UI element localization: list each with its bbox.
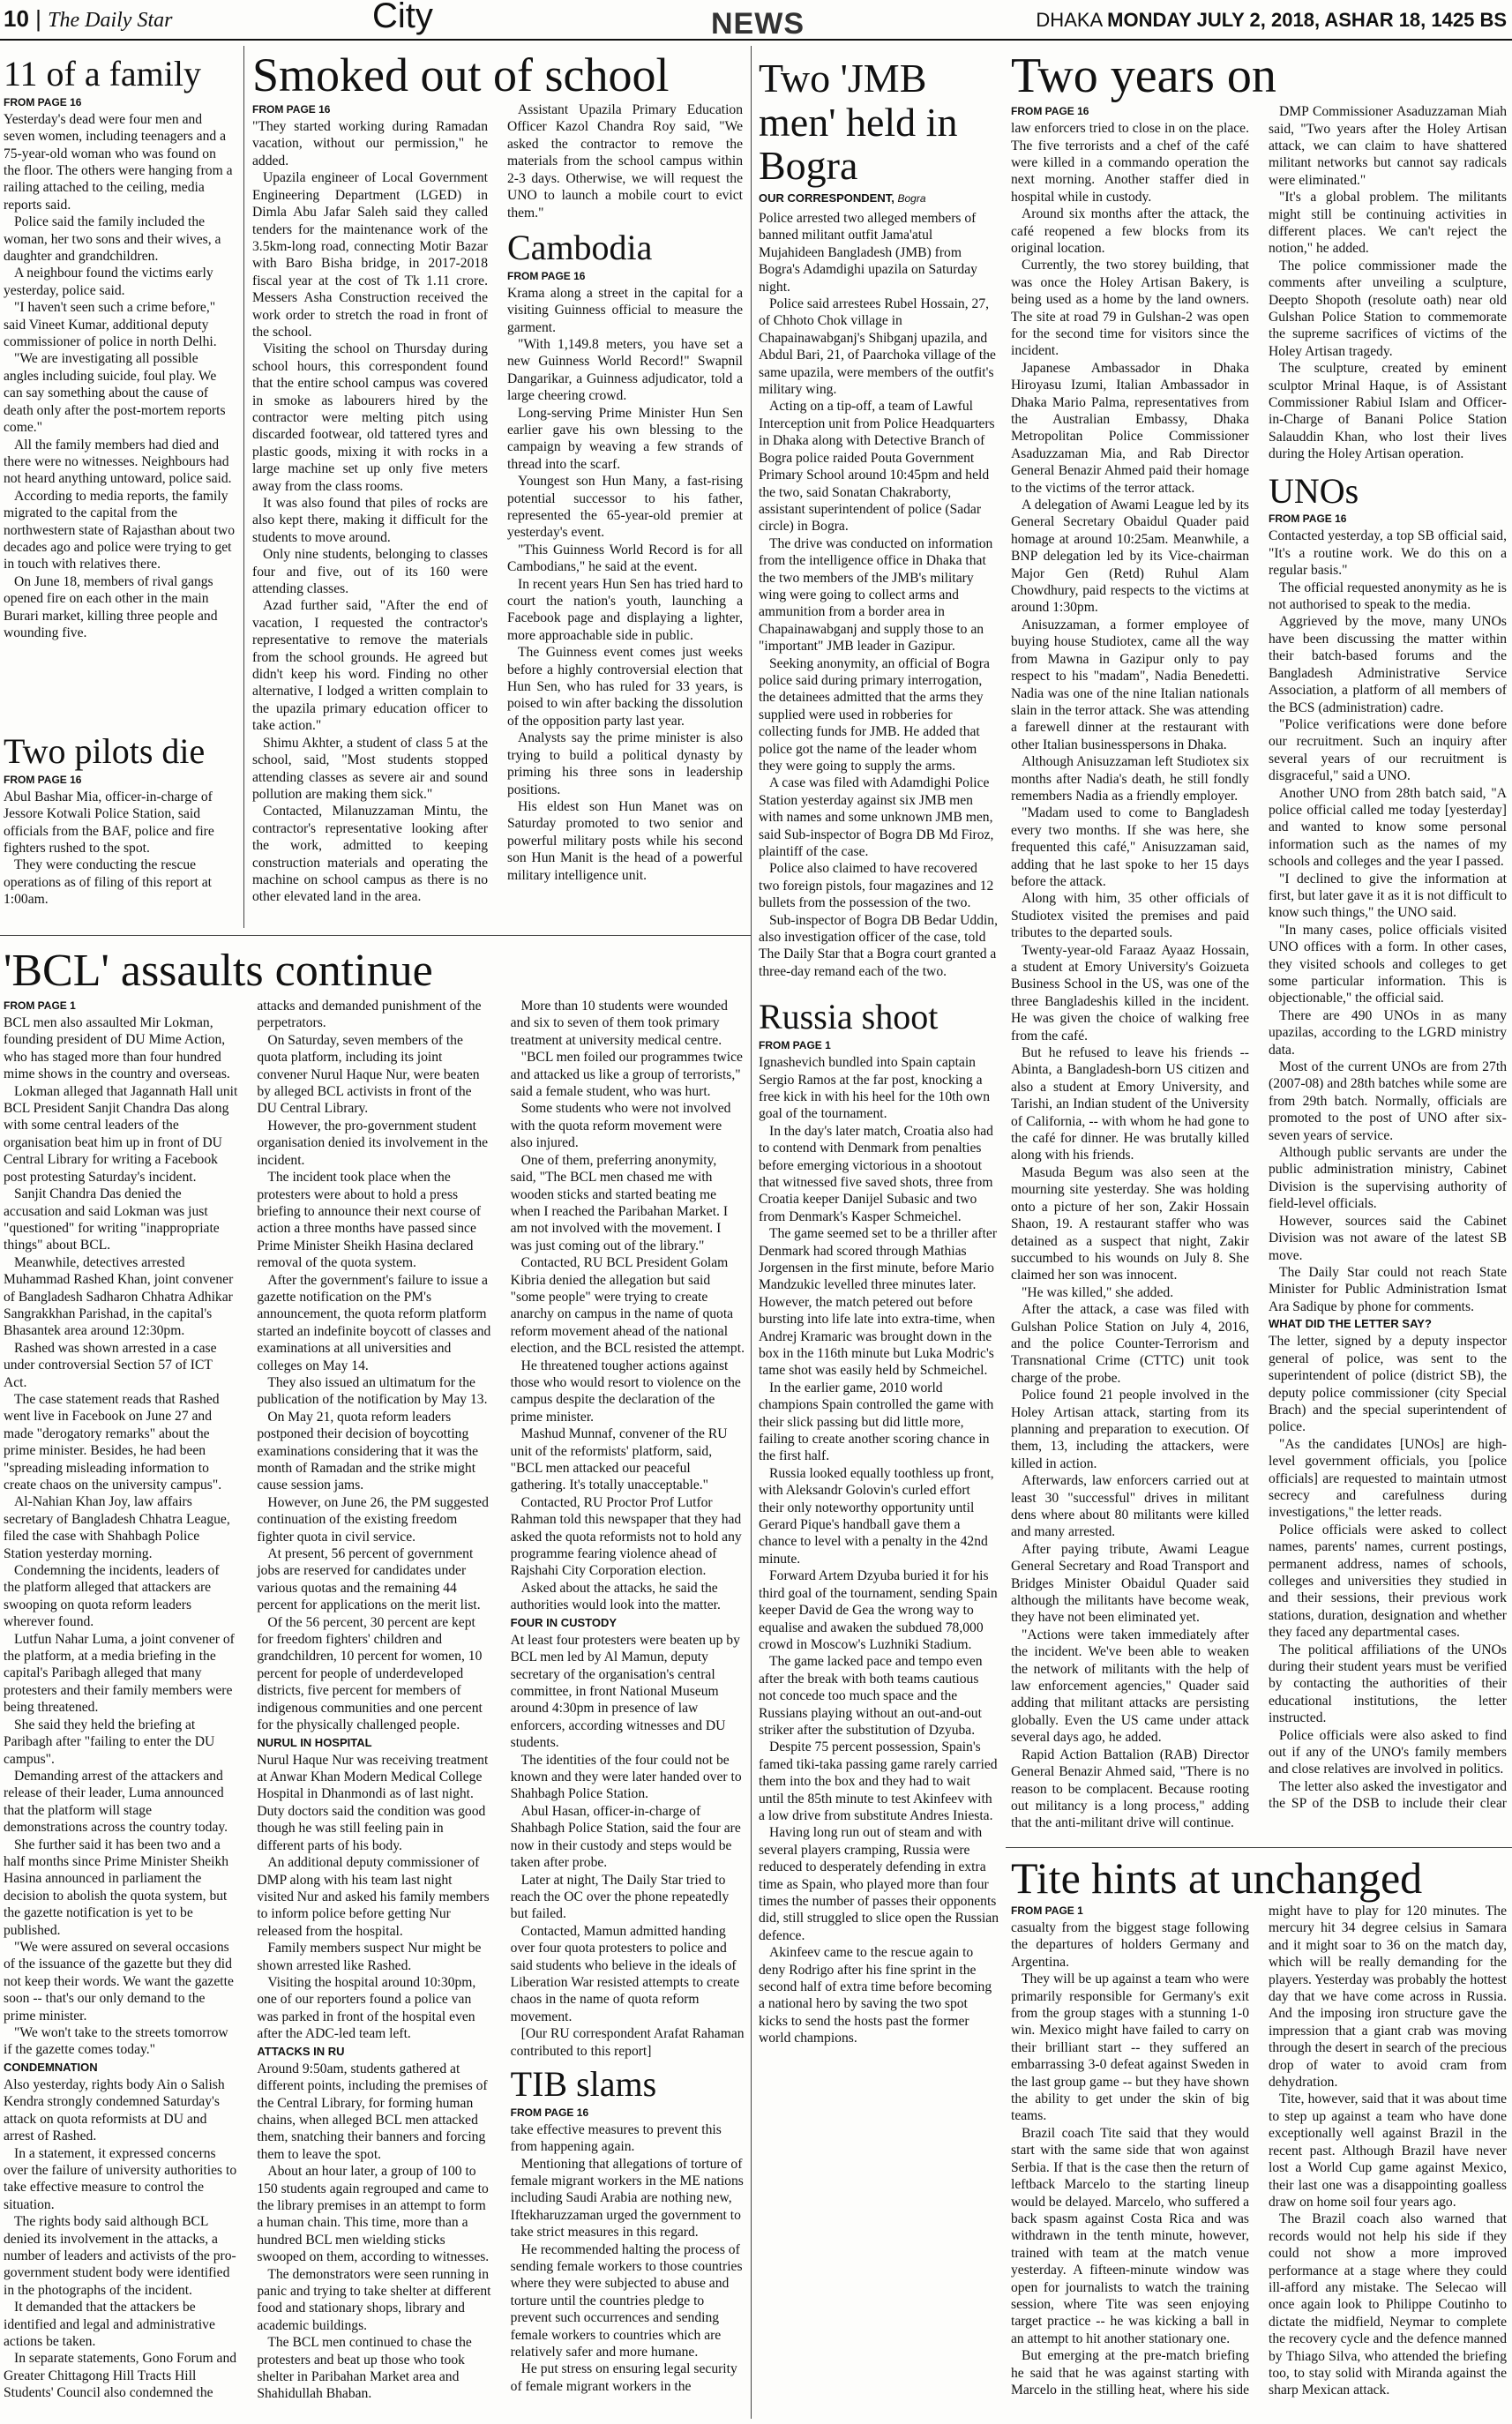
column-rule	[243, 46, 244, 928]
byline: OUR CORRESPONDENT, Bogra	[759, 191, 926, 206]
unos-body: Contacted yesterday, a top SB official said, "It's a routine work. We do this on a regular basis." The official requested anonymity as he is not authorised to speak to the media. Aggrieved by the move, many UNOs have been discussing the matter within their batch-based forums and the Bangladesh Administrative Service Association, a platform of all members of the BCS (administration) cadre. "Police verifications were done before our recruitment. Such an inquiry after several years of our recruitment is disgraceful," said a UNO. Another UNO from 28th batch said, "A police official called me today [yesterday] and wanted to know some personal information such as the names of my schools and colleges and the year I passed. "I declined to give the information at first, but later gave it as it is not difficult to know such things," the UNO said. "In many cases, police officials visited UNO offices with a form. In other cases, they visited schools and colleges to get some particular information. This is objectionable," the official said. There are 490 UNOs in as many upazilas, according to the LGRD ministry data. Most of the current UNOs are from 27th (2007-08) and 28th batches while some are from 29th batch. Normally, officials are promoted to the post of UNO after six-seven years of service. Although public servants are under the public administration ministry, Cabinet Division is the supervising authority of field-level officials. However, sources said the Cabinet Division was not aware of the latest SB move. The Daily Star could not reach State Minister for Public Administration Ismat Ara Sadique by phone for comments. WHAT DID THE LETTER SAY? The letter, signed by a deputy inspector general of police, was sent to the superintendent of police (district SB), the deputy police commissioner (city Special Brach) and the special superintendent of police. "As the candidates [UNOs] are high-level government officials, you [police officials] are requested to maintain utmost secrecy and carefulness during investigations," the letter reads. Police officials were asked to collect names, parents' names, current postings, permanent address, names of schools, colleges and universities they studied in and their sessions, their previous work stations, duration, designation and whether they faced any departmental cases. The political affiliations of the UNOs during their student years must be verified by contacting the authorities of their educational institutions, the letter instructed. Police officials were also asked to find out if any of the UNO's family members and close relatives are involved in politics. The letter also asked the investigator and the SP of the DSB to include their clear	[1269, 528, 1507, 1812]
page-header	[0, 0, 1512, 41]
section-rule	[0, 935, 751, 936]
section-name: City	[372, 0, 433, 35]
headline: Two years on	[1011, 51, 1276, 103]
article-columns	[252, 101, 743, 917]
article-body: casualty from the biggest stage following the departures of holders Germany and Argentina. They will be up against a team who were primarily responsible for Germany's exit from the group stages with a stunning 1-0 win. Mexico might have failed to carry on their brilliant start -- they suffered an embarrassing 3-0 defeat against Sweden in the last group game -- but they have shown the ability to get under the skin of big teams. Brazil coach Tite said that they would start with the same side that won against Serbia. If that is the case then the return of leftback Marcelo to the starting lineup would be delayed. Marcelo, who suffered a back spasm against Costa Rica and was withdrawn in the tenth minute, however, trained with team at the match venue yesterday. A fifteen-minute window was open for journalists to watch the training session, where Tite was seen enjoying target practice -- he was kicking a ball in an attempt to hit another stationary one. But emerging at the pre-match briefing he said that he was against starting with Marcelo in the stilling heat, where his side might have to play for 120 minutes. The mercury hit 34 degree celsius in Samara and it might soar to 36 on the match day, which will be really demanding for the players. Yesterday was probably the hottest day that we have come across in Russia. And the imposing iron structure gave the impression that a giant crab was moving through the desert in search of the precious drop of water to avoid cram from dehydration. Tite, however, said that it was about time to step up against a team who have done exceptionally well against Brazil in the recent past. Although Brazil have never lost a World Cup game against Mexico, their last one was a disappointing goalless draw on home soil four years ago. The Brazil coach also warned that records would not help his side if they could not show a more improved performance at a stage where they could ill-afford any mistake. The Selecao will once again look to Philippe Coutinho to dictate the midfield, Neymar to complete the recovery cycle and the defence manned by Thiago Silva, who attended the briefing too, to stay solid with Miranda against the sharp Mexican attack.	[1011, 1904, 1507, 2398]
article-eleven-of-a-family	[4, 56, 235, 739]
subhead-attacks-in-ru: ATTACKS IN RU	[257, 2044, 345, 2058]
article-body: Police arrested two alleged members of banned militant outfit Jama'atul Mujahideen Bangladesh (JMB) from Bogra's Adamdighi upazila on Saturday night. Police said arrestees Rubel Hossain, 27, of Chhoto Chok village in Chapainawabganj's Shibganj upazila, and Abdul Bari, 21, of Paarchoka village of the same upazila, were members of the outfit's military wing. Acting on a tip-off, a team of Lawful Interception unit from Police Headquarters in Dhaka along with Detective Branch of Bogra police raided Pouta Government Primary School around 10:45pm and held the two, said Sonatan Chakraborty, assistant superintendent of police (Sadar circle) in Bogra. The drive was conducted on information from the intelligence office in Dhaka that the two members of the JMB's military wing were going to collect arms and ammunition from a border area in Chapainawabganj and supply those to an "important" JMB leader in Gazipur. Seeking anonymity, an official of Bogra police said during primary interrogation, the detainees admitted that the arms they supplied were used in robberies for collecting funds for JMB. He added that police got the name of the leader whom they were going to supply the arms. A case was filed with Adamdighi Police Station yesterday against six JMB men with names and some unknown JMB men, said Sub-inspector of Bogra DB Md Firoz, plaintiff of the case. Police also claimed to have recovered two foreign pistols, four magazines and 12 bullets from the possession of the two. Sub-inspector of Bogra DB Bedar Uddin, also investigation officer of the case, told The Daily Star that a Bogra court granted a three-day remand each of the two.	[759, 211, 998, 979]
headline: Tite hints at unchanged	[1011, 1856, 1423, 1903]
headline-tib-slams: TIB slams	[510, 2063, 657, 2104]
column-rule	[751, 46, 752, 2419]
headline: 'BCL' assaults continue	[4, 947, 433, 996]
kicker: FROM PAGE 16	[510, 2106, 589, 2119]
headline: Smoked out of school	[252, 51, 670, 101]
article-body: "They started working during Ramadan vacation, without our permission," he added. Upazila engineer of Local Government Engineering Department (LGED) in Dimla Abu Jafar Saleh said they called tenders for the maintenance work of the 3.5km-long road, connecting Motir Bazar with Baro Bisha bridge, in 2017-2018 fiscal year at the cost of Tk 1.11 crore. Messers Asha Construction received the work order to stretch the road in front of the school. Visiting the school on Thursday during school hours, this correspondent found that the entire school campus was covered in smoke as labourers hired by the contractor were melting pitch using discarded footwear, old tattered tyres and plastic goods, mixing it with rocks in a large machine set up only five meters away from the class rooms. It was also found that piles of rocks are also kept there, making it difficult for the students to move around. Only nine students, belonging to classes four and five, out of its 160 were attending classes. Azad further said, "After the end of vacation, I requested the contractor's representative to remove the materials from the school grounds. He agreed but didn't keep his word. Finding no other alternative, I lodged a written complain to the upazila primary education officer to take action." Shimu Akhter, a student of class 5 at the school, said, "Most students stopped attending classes as severe air and sound pollution are making them sick." Contacted, Milanuzzaman Mintu, the contractor's representative looking after the work, admitted to keeping construction materials and operating the machine on school campus as there is no other elevated land in the area. Assistant Upazila Primary Education Officer Kazol Chandra Roy said, "We asked the contractor to remove the materials from the school campus within 2-3 days. Otherwise, we will request the UNO to launch a mobile court to evict them."	[252, 102, 743, 905]
headline: 11 of a family	[4, 56, 202, 94]
article-body: Yesterday's dead were four men and seven women, including teenagers and a 75-year-old woman who was found on the floor. The others were hanging from a railing attached to the ceiling, media reports said. Police said the family included the woman, her two sons and their wives, a daughter and grandchildren. A neighbour found the victims early yesterday, police said. "I haven't seen such a crime before," said Vineet Kumar, additional deputy commissioner of police in north Delhi. "We are investigating all possible angles including suicide, foul play. We can say something about the cause of death only after the post-mortem reports come." All the family members had died and there were no witnesses. Neighbours had not heard anything untoward, police said. According to media reports, the family migrated to the capital from the northwestern state of Rajasthan about two decades ago and police were trying to get in touch with relatives there. On June 18, members of rival gangs opened fire on each other in the main Burari market, killing three people and wounding five.	[4, 111, 235, 640]
kicker: FROM PAGE 16	[252, 103, 331, 116]
article-two-jmb-men-held	[759, 56, 999, 980]
article-two-pilots-die	[4, 734, 235, 930]
kicker: FROM PAGE 1	[759, 1039, 831, 1052]
article-bcl-assaults-continue	[4, 947, 745, 2420]
article-columns	[4, 998, 745, 2409]
article-columns	[1011, 1903, 1507, 2413]
headline: Russia shoot	[759, 997, 939, 1037]
article-body: Ignashevich bundled into Spain captain Sergio Ramos at the far post, knocking a free kick in with his heel for the 10th own goal of the tournament. In the day's later match, Croatia also had to contend with Denmark from penalties before emerging victorious in a shootout that witnessed five saved shots, three from Croatia keeper Danijel Subasic and two from Denmark's Kasper Schmeichel. The game seemed set to be a thriller after Denmark had scored through Mathias Jorgensen in the first minute, before Mario Mandzukic levelled three minutes later. However, the match petered out before bursting into life late into extra-time, when Andrej Kramaric was brought down in the box in the 116th minute but Luka Modric's tame shot was easily held by Schmeichel. In the earlier game, 2010 world champions Spain controlled the game with their slick passing but did little more, failing to create another scoring chance in the first half. Russia looked equally toothless up front, with Aleksandr Golovin's curled effort their only noteworthy opportunity until Gerard Pique's handball gave them a chance to level with a penalty in the 42nd minute. Forward Artem Dzyuba buried it for his third goal of the tournament, sending Spain keeper David de Gea the wrong way to equalise and awaken the subdued 78,000 crowd in Moscow's Luzhniki Stadium. The game lacked pace and tempo even after the break with both teams cautious not concede too much space and the Russians playing without an out-and-out striker after the substitution of Dzyuba. Despite 75 percent possession, Spain's famed tiki-taka passing game rarely carried them into the box and they had to wait until the 85th minute to test Akinfeev with a low drive from substitute Andres Iniesta. Having long run out of steam and with several players cramping, Russia were reduced to desperately defending in extra time as Spain, who played more than four times the number of passes their opponents did, still struggled to slice open the Russian defence. Akinfeev came to the rescue again to deny Rodrigo after his fine sprint in the second half of extra time before becoming a national hero by saving the two spot kicks to send the hosts past the former world champions.	[759, 1055, 999, 2046]
article-smoked-out-of-school	[252, 51, 743, 930]
kicker: FROM PAGE 16	[4, 95, 82, 108]
kicker: FROM PAGE 1	[1011, 1904, 1083, 1917]
subhead-condemnation: CONDEMNATION	[4, 2060, 98, 2074]
category-name: NEWS	[711, 7, 805, 41]
headline: Two pilots die	[4, 734, 206, 771]
kicker: FROM PAGE 16	[4, 773, 82, 786]
headline-cambodia: Cambodia	[507, 227, 653, 267]
cambodia-body: Krama along a street in the capital for a visiting Guinness official to measure the garment. "With 1,149.8 meters, you have set a new Guinness World Record!" Swapnil Dangarikar, a Guinness adjudicator, told a large cheering crowd. Long-serving Prime Minister Hun Sen earlier gave his own blessing to the campaign by weaving a few strands of thread into the scarf. Youngest son Hun Many, a fast-rising potential successor to his father, represented the 65-year-old premier at yesterday's event. "This Guinness World Record is for all Cambodians," he said at the event. In recent years Hun Sen has tried hard to court the nation's youth, launching a Facebook page and displaying a lighter, more approachable side in public. The Guinness event comes just weeks before a highly controversial election that Hun Sen, who has ruled for 33 years, is poised to win after backing the dissolution of the opposition party last year. Analysts say the prime minister is also trying to build a political dynasty by priming his three sons in leadership positions. His eldest son Hun Manet was on Saturday promoted to two senior and powerful military posts while his second son Hun Manit is the head of a powerful military intelligence unit.	[507, 285, 743, 883]
article-tite-hints-at-unchanged	[1011, 1856, 1507, 2420]
article-two-years-on	[1011, 51, 1507, 1842]
article-russia-shoot	[759, 999, 999, 2046]
subhead-four-in-custody: FOUR IN CUSTODY	[510, 1615, 618, 1629]
kicker: FROM PAGE 1	[4, 999, 76, 1013]
page-number-and-masthead: 10 | The Daily Star	[4, 5, 173, 32]
article-body: Abul Bashar Mia, officer-in-charge of Jessore Kotwali Police Station, said officials from the BAF, police and fire fighters rushed to the spot. They were conducting the rescue operations as of filing of this report at 1:00am.	[4, 789, 214, 908]
article-column-jmb-russia	[759, 56, 999, 2420]
kicker: FROM PAGE 16	[1011, 105, 1089, 118]
masthead-logo: The Daily Star	[48, 9, 173, 32]
article-body: BCL men also assaulted Mir Lokman, founding president of DU Mime Action, who has staged more than four hundred mime shows in the country and overseas. Lokman alleged that Jagannath Hall unit BCL President Sanjit Chandra Das along with some central leaders of the organisation beat him up in front of DU Central Library for writing a Facebook post protesting Saturday's incident. Sanjit Chandra Das denied the accusation and said Lokman was just "questioned" for writing "inappropriate things" about BCL. Meanwhile, detectives arrested Muhammad Rashed Khan, joint convener of Bangladesh Sadharon Chhatra Adhikar Sangrakkhan Parishad, in the capital's Bhasantek area around 12:30pm. Rashed was shown arrested in a case under controversial Section 57 of ICT Act. The case statement reads that Rashed went live in Facebook on June 27 and made "derogatory remarks" about the prime minister. Besides, he had been "spreading misleading information to create chaos on the university campus". Al-Nahian Khan Joy, law affairs secretary of Bangladesh Chhatra League, filed the case with Shahbagh Police Station yesterday morning. Condemning the incidents, leaders of the platform alleged that attackers are swooping on quota reform leaders wherever found. Lutfun Nahar Luma, a joint convener of the platform, at a media briefing in the capital's Paribagh alleged that many protesters and their family members were being threatened. She said they held the briefing at Paribagh after "failing to enter the DU campus". Demanding arrest of the attackers and release of their leader, Luma announced that the platform will stage demonstrations across the country today. She further said it has been two and a half months since Prime Minister Sheikh Hasina announced in parliament the decision to abolish the quota system, but the gazette notification is yet to be published. "We were assured on several occasions of the issuance of the gazette but they did not keep their words. We want the gazette soon -- that's our only demand to the prime minister. "We won't take to the streets tomorrow if the gazette comes today." CONDEMNATION Also yesterday, rights body Ain o Salish Kendra strongly condemned Saturday's attack on quota reformists at DU and arrest of Rashed. In a statement, it expressed concerns over the failure of university authorities to take effective measure to control the situation. The rights body said although BCL denied its involvement in the attacks, a number of leaders and activists of the pro-government student body were identified in the photographs of the incident. It demanded that the attackers be identified and legal and administrative actions be taken. In separate statements, Gono Forum and Greater Chittagong Hill Tracts Hill Students' Council also condemned the attacks and demanded punishment of the perpetrators. On Saturday, seven members of the quota platform, including its joint convener Nurul Haque Nur, were beaten by alleged BCL activists in front of the DU Central Library. However, the pro-government student organisation denied its involvement in the incident. The incident took place when the protesters were about to hold a press briefing to announce their next course of action a three months have passed since Prime Minister Sheikh Hasina declared removal of the quota system. After the government's failure to issue a gazette notification on the PM's announcement, the quota reform platform started an indefinite boycott of classes and examinations at all universities and colleges on May 14. They also issued an ultimatum for the publication of the notification by May 13. On May 21, quota reform leaders postponed their decision of boycotting examinations considering that it was the month of Ramadan and the strike might cause session jams. However, on June 26, the PM suggested continuation of the existing freedom fighter quota in civil service. At present, 56 percent of government jobs are reserved for candidates under various quotas and the remaining 44 percent for applications on the merit list. Of the 56 percent, 30 percent are kept for freedom fighters' children and grandchildren, 10 percent for women, 10 percent for people of underdeveloped districts, five percent for members of indigenous communities and one percent for the physically challenged people. NURUL IN HOSPITAL Nurul Haque Nur was receiving treatment at Anwar Khan Modern Medical College Hospital in Dhanmondi as of last night. Duty doctors said the condition was good though he was still feeling pain in different parts of his body. An additional deputy commissioner of DMP along with his team last night visited Nur and asked his family members to inform police before getting Nur released from the hospital. Family members suspect Nur might be shown arrested like Rashed. Visiting the hospital around 10:30pm, one of our reporters found a police van was parked in front of the hospital even after the ADC-led team left. ATTACKS IN RU Around 9:50am, students gathered at different points, including the premises of the Central Library, for forming human chains, when alleged BCL men attacked them, snatching their banners and forcing them to leave the spot. About an hour later, a group of 100 to 150 students again regrouped and came to the library premises in an attempt to form a human chain. This time, more than a hundred BCL men wielding sticks swooped on them, according to witnesses. The demonstrators were seen running in panic and trying to take shelter at different food and stationary shops, library and academic buildings. The BCL men continued to chase the protesters and beat up those who took shelter in Paribahan Market area and Shahidullah Bhaban. More than 10 students were wounded and six to seven of them took primary treatment at university medical centre. "BCL men foiled our programmes twice and attacked us like a group of terrorists," said a female student, who was hurt. Some students who were not involved with the quota reform movement were also injured. One of them, preferring anonymity, said, "The BCL men chased me with wooden sticks and started beating me when I reached the Paribahan Market. I am not involved with the movement. I was just coming out of the library." Contacted, RU BCL President Golam Kibria denied the allegation but said "some people" were trying to create anarchy on campus in the name of quota reform movement ahead of the national election, and the BCL resisted the attempt. He threatened tougher actions against those who would resort to violence on the campus despite the declaration of the prime minister. Mashud Munnaf, convener of the RU unit of the reformists' platform, said, "BCL men attacked our peaceful gathering. It's totally unacceptable." Contacted, RU Proctor Prof Lutfor Rahman told this newspaper that they had asked the quota reformists not to hold any programme fearing violence ahead of Rajshahi City Corporation election. Asked about the attacks, he said the authorities would look into the matter. FOUR IN CUSTODY At least four protesters were beaten up by BCL men led by Al Mamun, deputy secretary of the organisation's central committee, in front National Museum around 4:30pm in presence of law enforcers, according witnesses and DU students. The identities of the four could not be known and they were later handed over to Shahbagh Police Station. Abul Hasan, officer-in-charge of Shahbagh Police Station, said the four are now in their custody and steps would be taken after probe. Later at night, The Daily Star tried to reach the OC over the phone repeatedly but failed. Contacted, Mamun admitted handing over four quota protesters to police and said students who believe in the ideals of Liberation War resisted attempts to create chaos in the name of quota reform movement. [Our RU correspondent Arafat Rahaman contributed to this report]	[4, 999, 745, 2402]
issue-date: DHAKA MONDAY JULY 2, 2018, ASHAR 18, 1425 BS	[1036, 9, 1507, 31]
kicker: FROM PAGE 16	[507, 269, 586, 282]
page-number: 10	[4, 5, 29, 32]
headline: Two 'JMB men' held in Bogra	[759, 56, 958, 189]
tib-body: take effective measures to prevent this from happening again. Mentioning that allegations of torture of female migrant workers in the ME nations including Saudi Arabia are nothing new, Iftekharuzzaman urged the government to take strict measures in this regard. He recommended halting the process of sending female workers to those countries where they were subjected to abuse and torture until the countries pledge to prevent such occurrences and sending female workers to countries which are relatively safer and more humane. He put stress on ensuring legal security of female migrant workers in the	[510, 2121, 744, 2394]
article-columns	[1011, 103, 1507, 1832]
article-body: law enforcers tried to close in on the place. The five terrorists and a chef of the café were killed in a commando operation the next morning. Another staffer died in hospital while in custody. Around six months after the attack, the café reopened a few blocks from its original location. Currently, the two storey building, that was once the Holey Artisan Bakery, is being used as a home by the land owners. The site at road 79 in Gulshan-2 was open for the second time for visitors since the incident. Japanese Ambassador in Dhaka Hiroyasu Izumi, Italian Ambassador in Dhaka Mario Palma, representatives from the Australian Embassy, Dhaka Metropolitan Police Commissioner Asaduzzaman Mia, and Rab Director General Benazir Ahmed paid their homage to the victims of the terror attack. A delegation of Awami League led by its General Secretary Obaidul Quader paid homage at around 10:25am. Meanwhile, a BNP delegation led by its Vice-chairman Major Gen (Retd) Ruhul Alam Chowdhury, paid respects to the victims at around 1:30pm. Anisuzzaman, a former employee of buying house Studiotex, came all the way from Mawna in Gazipur only to pay respect to his "madam", Nadia Benedetti. Nadia was one of the nine Italian nationals slain in the terror attack. She was attending a farewell dinner at the restaurant with other Italian businesspersons in Dhaka. Although Anisuzzaman left Studiotex six months after Nadia's death, he still fondly remembers Nadia as a friendly employer. "Madam used to come to Bangladesh every two months. If she was here, she frequented this café," Anisuzzaman said, adding that he last spoke to her 15 days before the attack. Along with him, 35 other officials of Studiotex visited the premises and paid tributes to the departed souls. Twenty-year-old Faraaz Ayaaz Hossain, a student at Emory University's Goizueta Business School in the US, was one of the three Bangladeshis killed in the incident. He was given the choice of walking free from the café. But he refused to leave his friends -- Abinta, a Bangladesh-born US citizen and also a student at Emory University, and Tarishi, an Indian student of the University of California, -- with whom he had gone to the café for dinner. He was brutally killed along with his friends. Masuda Begum was also seen at the mourning site yesterday. She was holding onto a picture of her son, Zakir Hossain Shaon, 19. A restaurant staffer who was detained as a suspect that night, Zakir succumbed to his wounds on July 8. She claimed her son was innocent. "He was killed," she added. After the attack, a case was filed with Gulshan Police Station on July 4, 2016, and the police Counter-Terrorism and Transnational Crime (CTTC) unit took charge of the probe. Police found 21 people involved in the Holey Artisan attack, starting from its planning and preparation to execution. Of them, 13, including the attackers, were killed in action. Afterwards, law enforcers carried out at least 30 "successful" drives in militant dens where about 80 militants were killed and many arrested. After paying tribute, Awami League General Secretary and Road Transport and Bridges Minister Obaidul Quader said although the militants have become weak, they have not been eliminated yet. "Actions were taken immediately after the incident. We've been able to weaken the network of militants with the help of law enforcement agencies," Quader said adding that militant attacks are persisting globally. Even the US came under attack several days ago, he added. Rapid Action Battalion (RAB) Director General Benazir Ahmed said, "There is no reason to be complacent. Because rooting out militancy is a long process," adding that the anti-militant drive will continue. DMP Commissioner Asaduzzaman Miah said, "Two years after the Holey Artisan attack, we can claim to have shattered militant networks but cannot say radicals were eliminated." "It's a global problem. The militants might still be continuing activities in different places. We can't reject the notion," he added. The police commissioner made the comments after unveiling a sculpture, Deepto Shopoth (resolute oath) near old Gulshan Police Station to commemorate the supreme sacrifices of victims of the Holey Artisan tragedy. The sculpture, created by eminent sculptor Mrinal Haque, is of Assistant Commissioner Rabiul Islam and Officer-in-Charge of Banani Police Station Salauddin Khan, who lost their lives during the Holey Artisan operation.	[1011, 104, 1507, 1831]
headline-unos: UNOs	[1269, 470, 1359, 511]
kicker: FROM PAGE 16	[1269, 512, 1347, 526]
subhead-nurul-in-hospital: NURUL IN HOSPITAL	[257, 1735, 372, 1749]
subhead-what-did-the-letter-say: WHAT DID THE LETTER SAY?	[1269, 1317, 1432, 1331]
section-rule	[1006, 1847, 1512, 1848]
